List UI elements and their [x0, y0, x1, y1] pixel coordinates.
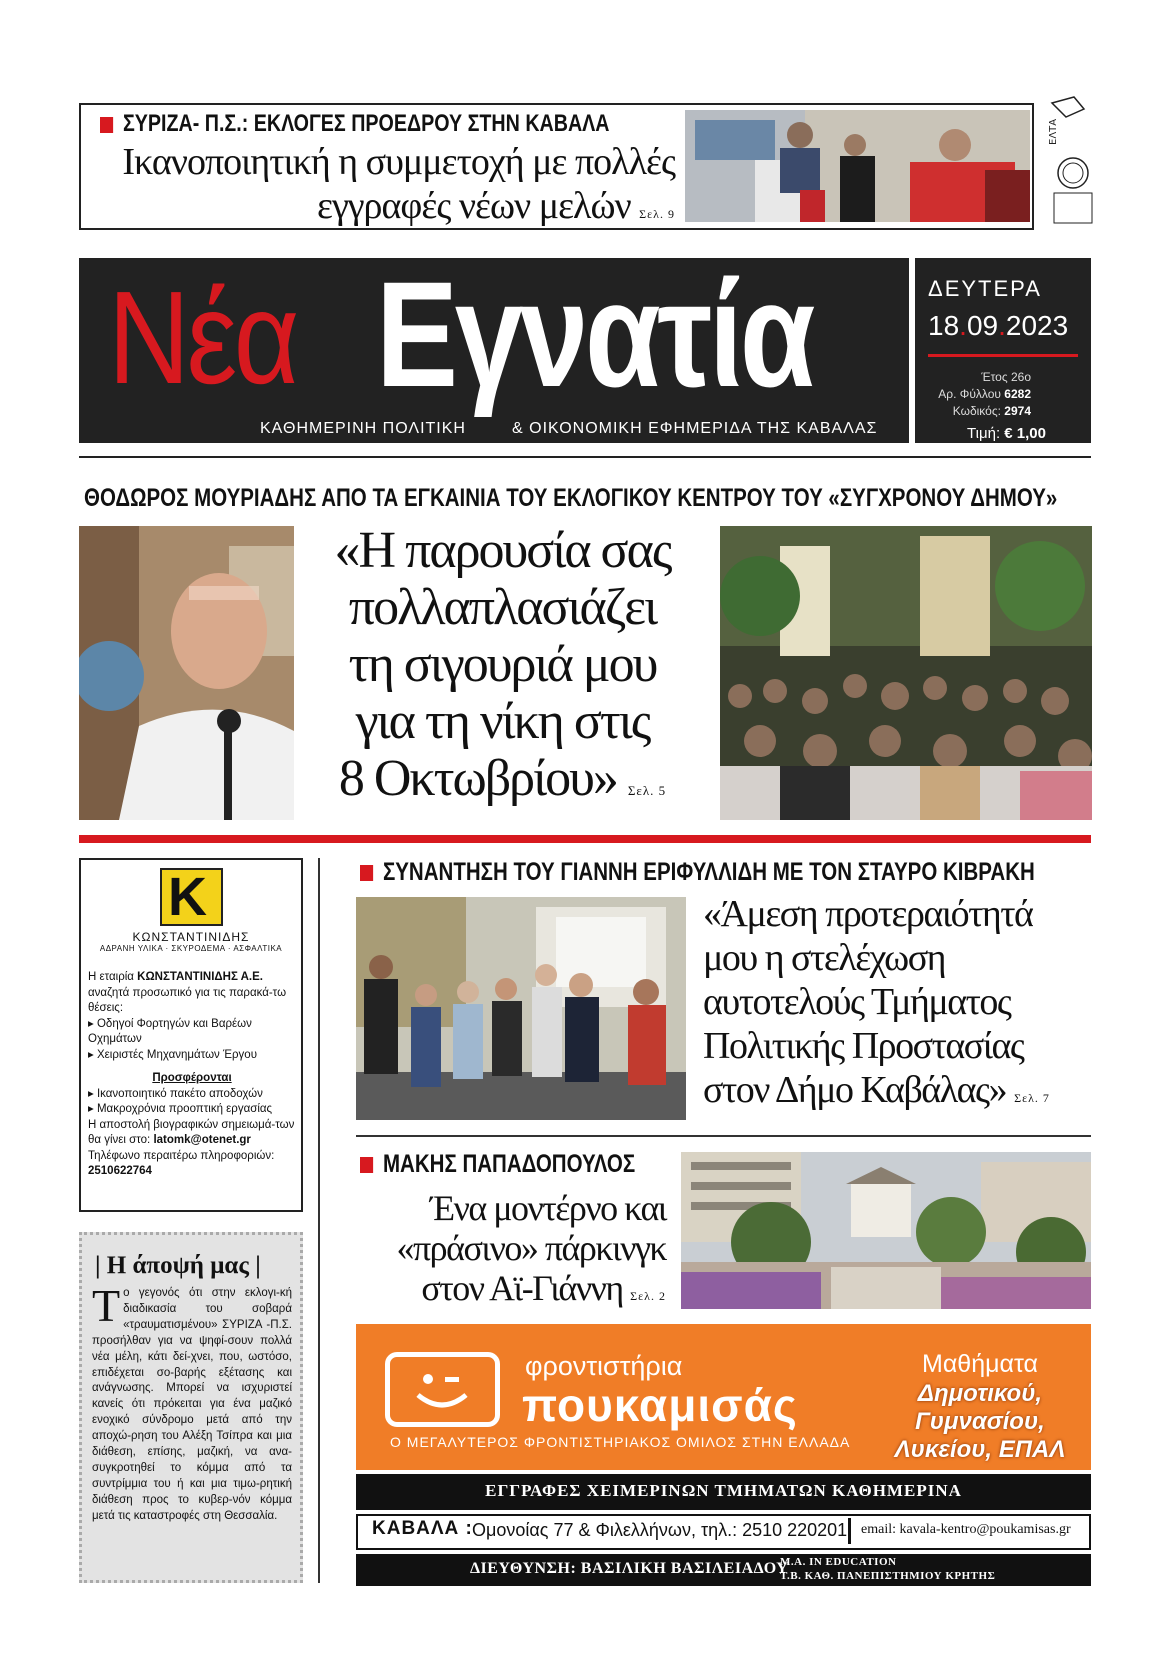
page-reference: Σελ. 5	[627, 783, 667, 798]
postal-stamp	[1044, 95, 1102, 225]
offers-title: Προσφέρονται	[152, 1072, 232, 1084]
story2-group-photo	[356, 897, 686, 1120]
issue-code: Κωδικός: 2974	[952, 404, 1031, 418]
ad-email-link[interactable]: email: kavala-kentro@poukamisas.gr	[861, 1522, 1071, 1537]
main-story-quote[interactable]: «Η παρουσία σας πολλαπλασιάζει τη σιγουριά μου για τη νίκη στις 8 Οκτωβρίου» Σελ. 5	[334, 522, 671, 807]
ad-brand-line2: πουκαμισάς	[522, 1379, 798, 1431]
konstantinidis-name: ΚΩΝΣΤΑΝΤΙΝΙΔΗΣ	[132, 930, 250, 944]
story3-park-render	[681, 1152, 1091, 1309]
date-underline	[928, 354, 1078, 357]
issue-year: Έτος 26ο	[981, 370, 1031, 384]
ad-credential-line2: Τ.Β. ΚΑΘ. ΠΑΝΕΠΙΣΤΗΜΙΟΥ ΚΡΗΤΗΣ	[780, 1570, 996, 1582]
ad-city: ΚΑΒΑΛΑ :	[372, 1518, 473, 1539]
ad-director: ΔΙΕΥΘΥΝΣΗ: ΒΑΣΙΛΙΚΗ ΒΑΣΙΛΕΙΑΔΟΥ	[470, 1560, 789, 1577]
red-square-icon	[360, 865, 373, 881]
ad-courses-title: Μαθήματα	[922, 1350, 1038, 1378]
konstantinidis-ad-text: Η εταιρία ΚΩΝΣΤΑΝΤΙΝΙΔΗΣ Α.Ε. αναζητά προσωπικό για τις παρακά-τω θέσεις: ▸ Οδηγοί Φορτηγών και Βαρέων Οχημάτων ▸ Χειριστές Μηχανημάτων Έργου Προσφέρονται ▸ Ικανοποιητικό πακέτο αποδοχών ▸ Μακροχρόνια προοπτική εργασίας Η αποστολή βιογραφικών σημειωμά-των θα γίνει στο: latomk@otenet.gr Τηλέφωνο περαιτέρω πληροφοριών: 2510622764	[88, 971, 295, 1177]
offer-item: ▸ Μακροχρόνια προοπτική εργασίας	[88, 1103, 273, 1115]
main-story-crowd-photo	[720, 526, 1092, 820]
konstantinidis-logo-letter: K	[168, 867, 207, 927]
story3-headline[interactable]: Ένα μοντέρνο και «πράσινο» πάρκινγκ στον Αϊ-Γιάννη Σελ. 2	[396, 1188, 666, 1308]
main-story-kicker: ΘΟΔΩΡΟΣ ΜΟΥΡΙΑΔΗΣ ΑΠΟ ΤΑ ΕΓΚΑΙΝΙΑ ΤΟΥ ΕΚΛΟΓΙΚΟΥ ΚΕΝΤΡΟΥ ΤΟΥ «ΣΥΓΧΡΟΝΟΥ ΔΗΜΟΥ»	[84, 484, 1058, 512]
story2-kicker: ΣΥΝΑΝΤΗΣΗ ΤΟΥ ΓΙΑΝΝΗ ΕΡΙΦΥΛΛΙΔΗ ΜΕ ΤΟΝ ΣΤΑΥΡΟ ΚΙΒΡΑΚΗ	[360, 858, 1035, 887]
page-reference: Σελ. 9	[639, 207, 675, 221]
position-item: ▸ Χειριστές Μηχανημάτων Έργου	[88, 1048, 257, 1061]
contact-email-link[interactable]: latomk@otenet.gr	[153, 1134, 251, 1146]
red-square-icon	[100, 117, 113, 133]
masthead-rule	[79, 456, 1091, 458]
masthead-subtitle-left: ΚΑΘΗΜΕΡΙΝΗ ΠΟΛΙΤΙΚΗ	[260, 420, 466, 437]
ad-credential-line1: M.A. IN EDUCATION	[780, 1556, 897, 1568]
top-story-kicker: ΣΥΡΙΖΑ- Π.Σ.: ΕΚΛΟΓΕΣ ΠΡΟΕΔΡΟΥ ΣΤΗΝ ΚΑΒΑΛΑ	[100, 110, 610, 138]
ad-slogan: Ο ΜΕΓΑΛΥΤΕΡΟΣ ΦΡΟΝΤΙΣΤΗΡΙΑΚΟΣ ΟΜΙΛΟΣ ΣΤΗΝ ΕΛΛΑΔΑ	[390, 1434, 851, 1450]
ad-address: Ομονοίας 77 & Φιλελλήνων, τηλ.: 2510 220201	[472, 1520, 848, 1540]
position-item: ▸ Οδηγοί Φορτηγών και Βαρέων Οχημάτων	[88, 1017, 252, 1045]
konstantinidis-tagline: ΑΔΡΑΝΗ ΥΛΙΚΑ · ΣΚΥΡΟΔΕΜΑ · ΑΣΦΑΛΤΙΚΑ	[99, 944, 283, 953]
ad-brand-line1: φροντιστήρια	[525, 1351, 683, 1381]
offer-item: ▸ Ικανοποιητικό πακέτο αποδοχών	[88, 1087, 263, 1100]
story2-quote[interactable]: «Άμεση προτεραιότητά μου η στελέχωση αυτοτελούς Τμήματος Πολιτικής Προστασίας στον Δήμο Καβάλας» Σελ. 7	[703, 893, 1050, 1111]
column-separator	[318, 858, 320, 1583]
masthead-title-egnatia: Εγνατία	[376, 250, 813, 418]
ad-registrations-text: ΕΓΓΡΑΦΕΣ ΧΕΙΜΕΡΙΝΩΝ ΤΜΗΜΑΤΩΝ ΚΑΘΗΜΕΡΙΝΑ	[485, 1481, 962, 1500]
ad-course-levels: Δημοτικού, Γυμνασίου, Λυκείου, ΕΠΑΛ	[894, 1380, 1066, 1463]
ad-contact-separator	[848, 1518, 851, 1544]
issue-date: 18.09.2023	[928, 310, 1069, 341]
red-square-icon	[360, 1157, 373, 1173]
opinion-title: | Η άποψή μας |	[95, 1252, 261, 1279]
opinion-drop-cap: Τ	[92, 1280, 121, 1331]
page-reference: Σελ. 7	[1014, 1091, 1050, 1105]
opinion-body: Το γεγονός ότι στην εκλογι-κή διαδικασία του σοβαρά «τραυματισμένου» ΣΥΡΙΖΑ -Π.Σ. προσήλθαν για να ψηφί-σουν πολλά νέα μέλη, κάτι δεί-χνει, που, ωστόσο, επιδέχεται σο-βαρής εξέτασης και ανάγνωσης. Μπορεί να ισχυριστεί κανείς ότι πρόκειται για ένα μαζικό ενοχικό σύνδρομο μετά από την αποχώ-ρηση του Αλέξη Τσίπρα και μια διάθεση, επίσης, μαζική, να ανα-συγκροτηθεί το κόμμα από τα συντρίμμια του ή και μια τιμω-ρητική διάθεση προς το κυβερ-νόν κόμμα μετά τις καταστροφές στη Θεσσαλία.	[92, 1280, 292, 1522]
issue-number: Αρ. Φύλλου 6282	[938, 387, 1031, 401]
svg-text:ΕΛΤΑ: ΕΛΤΑ	[1048, 118, 1059, 145]
top-story-photo	[685, 110, 1030, 222]
top-story-headline[interactable]: Ικανοποιητική η συμμετοχή με πολλές εγγραφές νέων μελών Σελ. 9	[122, 141, 675, 227]
masthead-title-nea: Νέα	[108, 264, 296, 411]
contact-phone[interactable]: 2510622764	[88, 1165, 152, 1177]
masthead-subtitle-right: & ΟΙΚΟΝΟΜΙΚΗ ΕΦΗΜΕΡΙΔΑ ΤΗΣ ΚΑΒΑΛΑΣ	[512, 420, 878, 437]
story3-kicker: ΜΑΚΗΣ ΠΑΠΑΔΟΠΟΥΛΟΣ	[360, 1150, 635, 1179]
story-divider	[356, 1135, 1091, 1137]
issue-day: ΔΕΥΤΕΡΑ	[928, 276, 1042, 301]
section-divider-red	[79, 835, 1091, 843]
main-story-portrait-photo	[79, 526, 294, 820]
smiley-logo-icon	[385, 1352, 500, 1427]
issue-price: Τιμή: € 1,00	[967, 425, 1046, 442]
page-reference: Σελ. 2	[630, 1289, 666, 1303]
